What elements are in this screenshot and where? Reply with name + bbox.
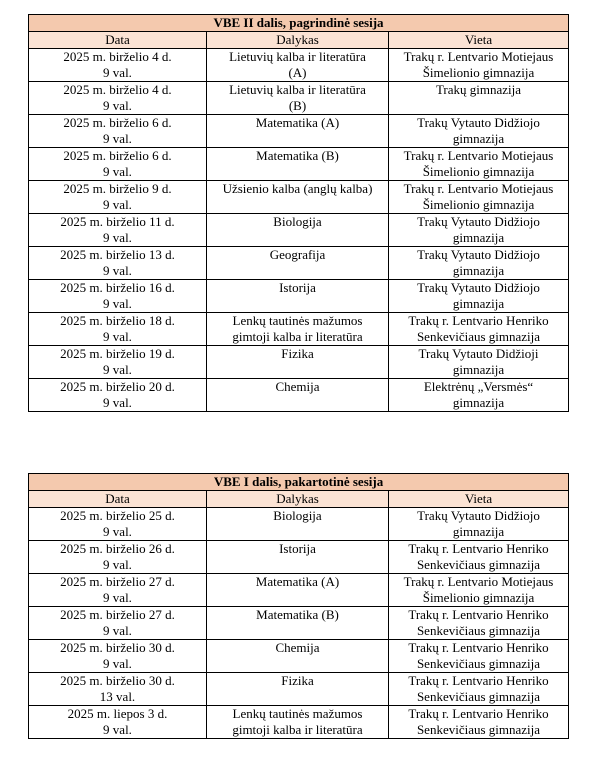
date-cell [29,640,207,673]
place-cell-line: Trakų Vytauto Didžiojo [417,214,540,229]
table-title-row [29,15,569,32]
date-cell-line: 9 val. [103,230,132,245]
date-cell-line: 9 val. [103,362,132,377]
date-cell [29,541,207,574]
table-header-row [29,491,569,508]
table-row [29,313,569,346]
place-cell [389,640,569,673]
place-cell-line: Šimelionio gimnazija [422,65,535,80]
table-row [29,508,569,541]
place-cell-line: Trakų r. Lentvario Motiejaus [403,148,554,163]
table-row [29,607,569,640]
place-cell-line: Senkevičiaus gimnazija [416,623,541,638]
table-row [29,115,569,148]
place-cell [389,82,569,115]
place-cell [389,673,569,706]
place-cell [389,706,569,739]
place-cell-line: Trakų gimnazija [435,82,522,97]
date-cell [29,82,207,115]
subject-cell-line: Chemija [275,379,320,394]
date-cell-line: 2025 m. birželio 6 d. [63,148,172,163]
subject-cell [207,607,389,640]
subject-cell-line: gimtoji kalba ir literatūra [232,329,363,344]
subject-cell-line: (A) [288,65,307,80]
table-row [29,214,569,247]
date-cell-line: 9 val. [103,197,132,212]
place-cell [389,379,569,412]
subject-cell-line: Lietuvių kalba ir literatūra [229,82,366,97]
date-cell-line: 9 val. [103,98,132,113]
subject-cell [207,541,389,574]
subject-cell [207,706,389,739]
date-cell-line: 2025 m. birželio 13 d. [60,247,175,262]
place-cell [389,247,569,280]
place-cell [389,346,569,379]
date-cell-line: 2025 m. birželio 30 d. [60,640,175,655]
subject-cell [207,115,389,148]
place-cell [389,280,569,313]
date-cell-line: 2025 m. birželio 11 d. [60,214,175,229]
date-cell-line: 2025 m. birželio 4 d. [63,49,172,64]
date-cell-line: 2025 m. birželio 6 d. [63,115,172,130]
column-header-subject: Dalykas [207,32,389,49]
date-cell-line: 9 val. [103,395,132,410]
subject-cell-line: Matematika (B) [256,148,339,163]
place-cell-line: Trakų Vytauto Didžiojo [417,280,540,295]
subject-cell-line: Užsienio kalba (anglų kalba) [222,181,373,196]
date-cell [29,181,207,214]
date-cell-line: 2025 m. birželio 16 d. [60,280,175,295]
column-header-date: Data [29,491,207,508]
date-cell [29,214,207,247]
subject-cell [207,574,389,607]
subject-cell-line: Matematika (B) [256,607,339,622]
place-cell-line: gimnazija [452,230,505,245]
date-cell-line: 9 val. [103,131,132,146]
date-cell-line: 2025 m. birželio 30 d. [60,673,175,688]
table-row [29,280,569,313]
date-cell-line: 9 val. [103,557,132,572]
date-cell [29,574,207,607]
table-row [29,148,569,181]
place-cell [389,214,569,247]
date-cell-line: 9 val. [103,590,132,605]
exam-schedule-table-main-session [28,14,569,412]
place-cell-line: Trakų Vytauto Didžiojo [417,115,540,130]
date-cell-line: 9 val. [103,722,132,737]
date-cell-line: 9 val. [103,329,132,344]
date-cell-line: 2025 m. birželio 27 d. [60,574,175,589]
place-cell [389,607,569,640]
table-row [29,181,569,214]
subject-cell [207,49,389,82]
place-cell-line: Trakų Vytauto Didžioji [418,346,539,361]
place-cell-line: gimnazija [452,131,505,146]
subject-cell [207,181,389,214]
place-cell [389,508,569,541]
date-cell-line: 2025 m. birželio 25 d. [60,508,175,523]
place-cell-line: Trakų r. Lentvario Henriko [408,640,549,655]
date-cell-line: 9 val. [103,65,132,80]
subject-cell-line: (B) [288,98,307,113]
date-cell-line: 2025 m. birželio 9 d. [63,181,172,196]
date-cell-line: 2025 m. birželio 27 d. [60,607,175,622]
table-title-row [29,474,569,491]
column-header-place: Vieta [389,491,569,508]
subject-cell-line: Biologija [273,214,322,229]
date-cell [29,280,207,313]
date-cell [29,379,207,412]
column-header-place: Vieta [389,32,569,49]
subject-cell [207,508,389,541]
date-cell [29,49,207,82]
table-row [29,346,569,379]
subject-cell [207,640,389,673]
subject-cell [207,82,389,115]
subject-cell-line: Istorija [279,280,316,295]
date-cell-line: 2025 m. birželio 4 d. [63,82,172,97]
date-cell [29,313,207,346]
subject-cell [207,280,389,313]
table-row [29,247,569,280]
subject-cell [207,313,389,346]
place-cell [389,313,569,346]
column-header-subject: Dalykas [207,491,389,508]
place-cell-line: Trakų r. Lentvario Henriko [408,541,549,556]
date-cell-line: 2025 m. liepos 3 d. [67,706,168,721]
table-row [29,379,569,412]
place-cell-line: Trakų Vytauto Didžiojo [417,247,540,262]
subject-cell-line: Geografija [269,247,326,262]
table-title: VBE I dalis, pakartotinė sesija [29,474,569,491]
subject-cell-line: Istorija [279,541,316,556]
subject-cell [207,673,389,706]
place-cell-line: Šimelionio gimnazija [422,197,535,212]
place-cell [389,148,569,181]
place-cell-line: Trakų r. Lentvario Motiejaus [403,49,554,64]
table-row [29,82,569,115]
table-row [29,640,569,673]
place-cell-line: Trakų r. Lentvario Henriko [408,673,549,688]
place-cell-line: Senkevičiaus gimnazija [416,329,541,344]
date-cell-line: 13 val. [99,689,136,704]
date-cell-line: 9 val. [103,263,132,278]
place-cell-line: Šimelionio gimnazija [422,164,535,179]
place-cell-line: Trakų r. Lentvario Henriko [408,706,549,721]
place-cell-line: Senkevičiaus gimnazija [416,689,541,704]
place-cell-line: Šimelionio gimnazija [422,590,535,605]
place-cell [389,541,569,574]
place-cell-line: Trakų r. Lentvario Henriko [408,607,549,622]
place-cell-line: Trakų Vytauto Didžiojo [417,508,540,523]
table-row [29,706,569,739]
subject-cell [207,214,389,247]
date-cell [29,247,207,280]
table-row [29,49,569,82]
subject-cell-line: Matematika (A) [255,574,340,589]
date-cell-line: 9 val. [103,656,132,671]
date-cell [29,607,207,640]
table-row [29,574,569,607]
subject-cell-line: gimtoji kalba ir literatūra [232,722,363,737]
date-cell-line: 9 val. [103,524,132,539]
date-cell [29,508,207,541]
date-cell [29,346,207,379]
place-cell-line: Senkevičiaus gimnazija [416,656,541,671]
date-cell-line: 2025 m. birželio 26 d. [60,541,175,556]
place-cell [389,49,569,82]
place-cell-line: gimnazija [452,524,505,539]
date-cell [29,115,207,148]
date-cell [29,706,207,739]
place-cell-line: gimnazija [452,362,505,377]
place-cell-line: Trakų r. Lentvario Motiejaus [403,574,554,589]
place-cell-line: Trakų r. Lentvario Motiejaus [403,181,554,196]
table-row [29,541,569,574]
place-cell [389,115,569,148]
exam-schedule-table-repeat-session [28,473,569,739]
subject-cell [207,346,389,379]
place-cell-line: Senkevičiaus gimnazija [416,557,541,572]
place-cell [389,181,569,214]
date-cell-line: 2025 m. birželio 18 d. [60,313,175,328]
subject-cell-line: Lietuvių kalba ir literatūra [229,49,366,64]
subject-cell-line: Fizika [281,346,314,361]
date-cell-line: 2025 m. birželio 19 d. [60,346,175,361]
table-row [29,673,569,706]
place-cell-line: Trakų r. Lentvario Henriko [408,313,549,328]
subject-cell-line: Chemija [275,640,320,655]
subject-cell [207,148,389,181]
subject-cell-line: Biologija [273,508,322,523]
column-header-date: Data [29,32,207,49]
subject-cell-line: Lenkų tautinės mažumos [232,313,363,328]
date-cell-line: 2025 m. birželio 20 d. [60,379,175,394]
subject-cell [207,247,389,280]
date-cell [29,148,207,181]
table-title: VBE II dalis, pagrindinė sesija [29,15,569,32]
table-header-row [29,32,569,49]
subject-cell-line: Matematika (A) [255,115,340,130]
date-cell-line: 9 val. [103,623,132,638]
date-cell-line: 9 val. [103,296,132,311]
place-cell-line: gimnazija [452,296,505,311]
place-cell-line: gimnazija [452,263,505,278]
date-cell-line: 9 val. [103,164,132,179]
subject-cell [207,379,389,412]
subject-cell-line: Lenkų tautinės mažumos [232,706,363,721]
subject-cell-line: Fizika [281,673,314,688]
place-cell-line: gimnazija [452,395,505,410]
place-cell [389,574,569,607]
place-cell-line: Elektrėnų „Versmės“ [423,379,534,394]
date-cell [29,673,207,706]
place-cell-line: Senkevičiaus gimnazija [416,722,541,737]
